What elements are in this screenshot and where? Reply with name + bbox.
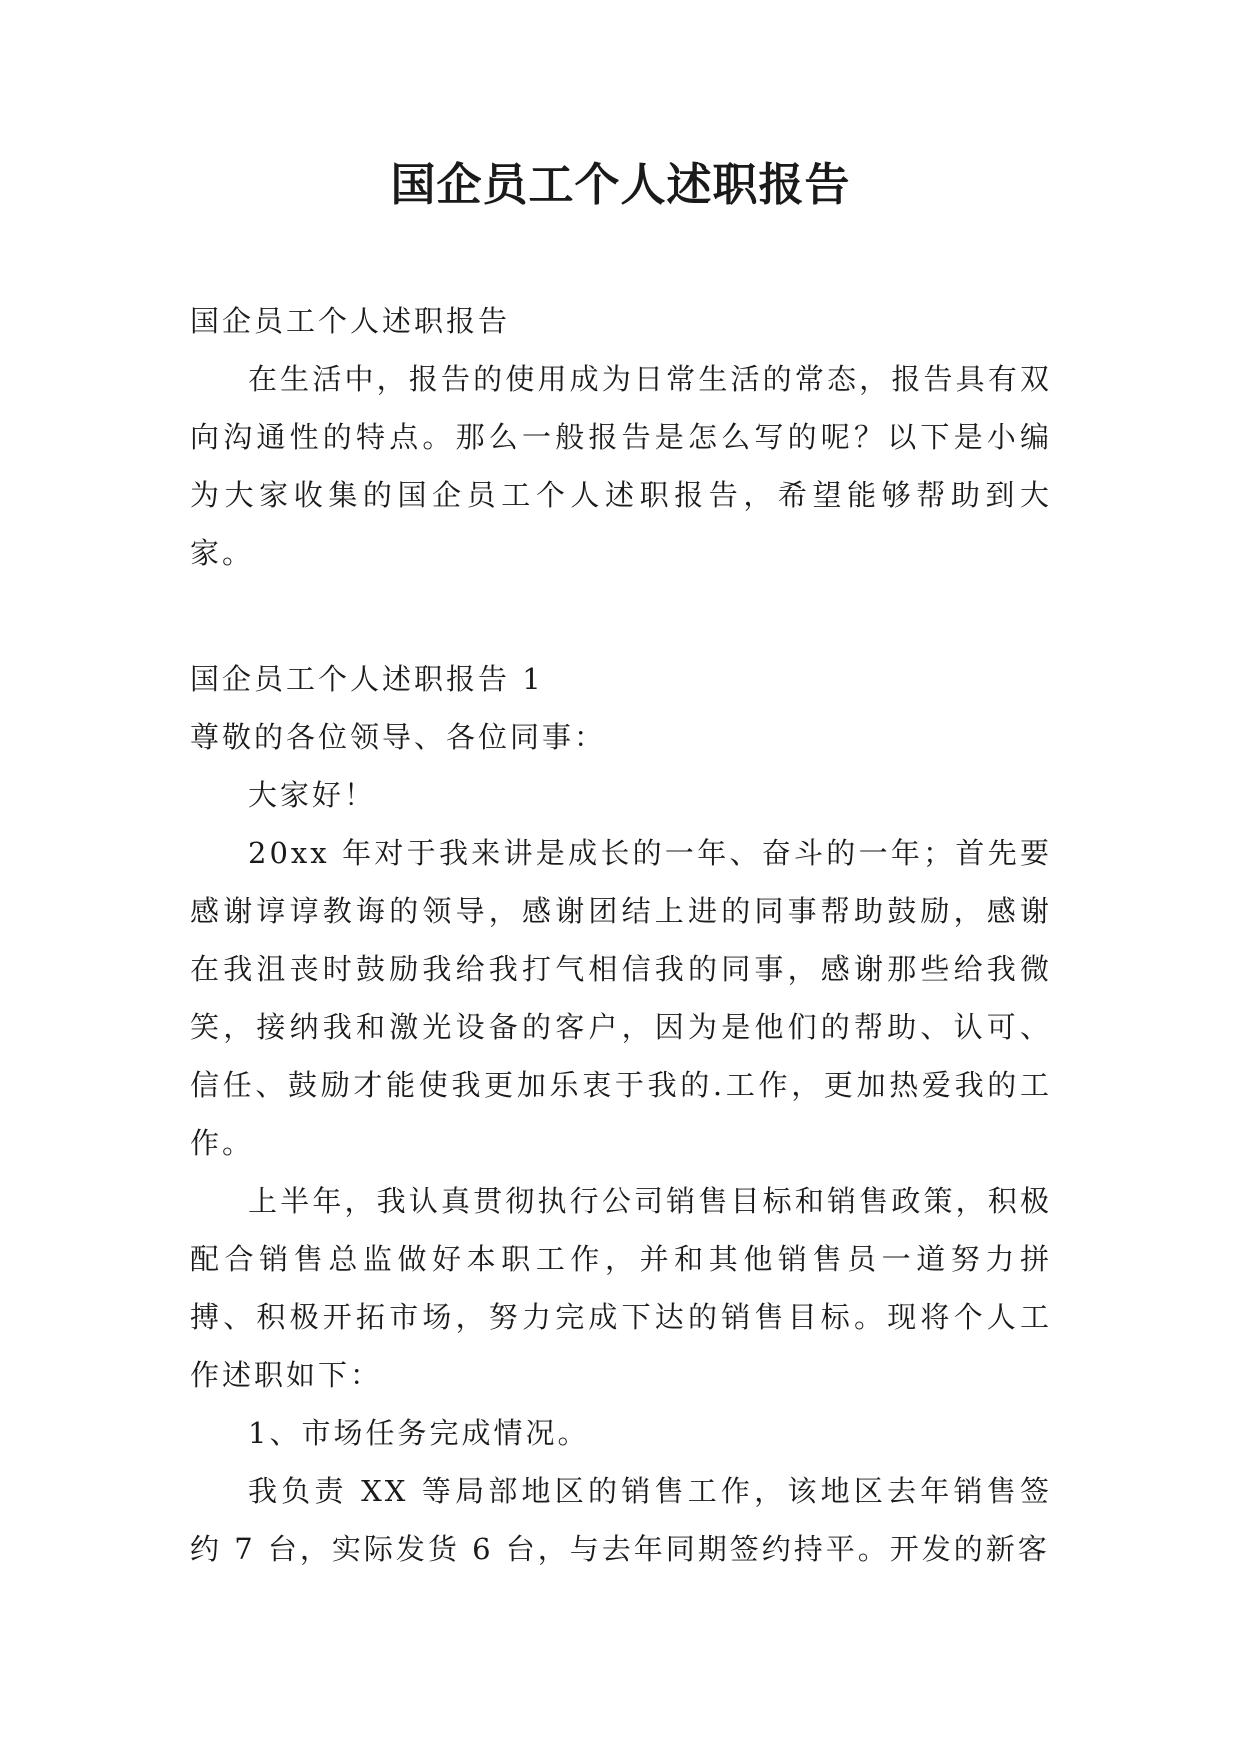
list-item-heading: 1、市场任务完成情况。 (248, 1416, 590, 1450)
greeting: 大家好！ (248, 778, 377, 812)
section-spacer (190, 582, 1052, 650)
document-title: 国企员工个人述职报告 (390, 158, 851, 211)
body-paragraph: 上半年，我认真贯彻执行公司销售目标和销售政策，积极配合销售总监做好本职工作，并和其他销售员一道努力拼搏、积极开拓市场，努力完成下达的销售目标。现将个人工作述职如下： (190, 1184, 1052, 1392)
section-title: 国企员工个人述职报告 1 (190, 662, 544, 696)
intro-paragraph: 在生活中，报告的使用成为日常生活的常态，报告具有双向沟通性的特点。那么一般报告是怎么写的呢？以下是小编为大家收集的国企员工个人述职报告，希望能够帮助到大家。 (190, 362, 1052, 570)
document-body (190, 292, 1052, 1578)
salutation: 尊敬的各位领导、各位同事： (190, 720, 607, 754)
document-subtitle: 国企员工个人述职报告 (190, 304, 511, 338)
body-paragraph: 我负责 XX 等局部地区的销售工作，该地区去年销售签约 7 台，实际发货 6 台，与去年同期签约持平。开发的新客 (190, 1474, 1052, 1566)
body-paragraph: 20xx 年对于我来讲是成长的一年、奋斗的一年；首先要感谢谆谆教诲的领导，感谢团结上进的同事帮助鼓励，感谢在我沮丧时鼓励我给我打气相信我的同事，感谢那些给我微笑，接纳我和激光设备的客户，因为是他们的帮助、认可、信任、鼓励才能使我更加乐衷于我的.工作，更加热爱我的工作。 (190, 836, 1052, 1160)
